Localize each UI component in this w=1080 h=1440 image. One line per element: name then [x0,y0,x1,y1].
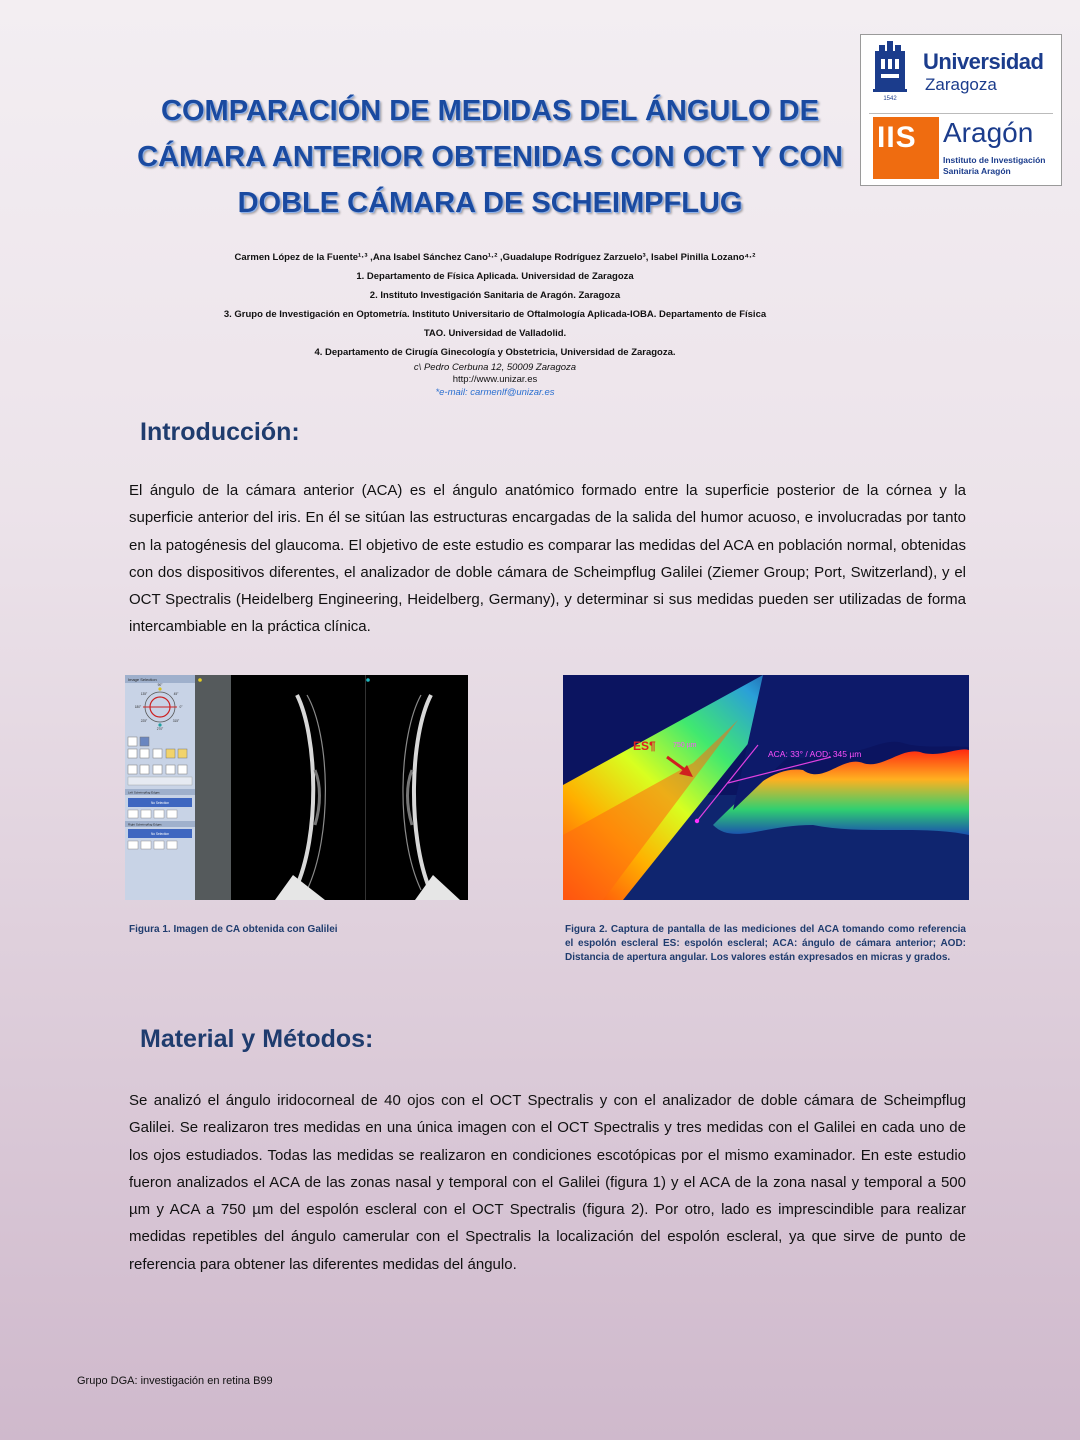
methods-heading: Material y Métodos: [140,1025,374,1053]
oct-measure-label: ACA: 33° / AOD: 345 µm [768,749,862,759]
poster-title [120,88,860,226]
methods-text: Se analizó el ángulo iridocorneal de 40 ojos con el OCT Spectralis y con el analizador de doble cámara de Scheimpflug Galilei. Se realizaron tres medidas en una única imagen con el OCT Spectralis y tres medidas con el Galilei en cada uno de los ojos estudiados. Todas las medidas se realizaron en condiciones escotópicas por el mismo examinador. En este estudio fueron analizados el ACA de las zonas nasal y temporal con el Galilei (figura 1) y el ACA de la zona nasal y temporal a 500 µm y ACA a 750 µm del espolón escleral con el OCT Spectralis (figura 2). Por otro, lado es imprescindible para realizar medidas repetibles del ángulo camerular con el Spectralis la localización del espolón escleral, ya que sirve de punto de referencia para obtener las diferentes medidas del ángulo. [129,1092,966,1273]
right-edges-label: Right Scheimpflug Edges [128,822,162,827]
panel-title: Image Selection [128,677,157,682]
affiliation-2: 2. Instituto Investigación Sanitaria de Aragón. Zaragoza [369,290,621,301]
iis-subtitle-1: Instituto de Investigación [943,155,1046,165]
website-link[interactable]: http://www.unizar.es [452,374,538,385]
affiliation-3b: TAO. Universidad de Valladolid. [423,328,567,339]
university-year: 1542 [883,96,897,101]
university-city: Zaragoza [925,75,997,94]
scheimpflug-images [125,675,468,900]
angle-label-45: 45° [173,692,179,696]
left-edges-label: Left Scheimpflug Edges [128,790,160,795]
institution-logos [860,34,1062,186]
angle-label-0: 0° [179,705,183,709]
iis-subtitle-2: Sanitaria Aragón [943,166,1011,176]
angle-label-225: 225° [140,719,148,723]
logo-divider [869,113,1053,114]
aragon-label: Aragón [943,117,1034,148]
angle-label-180: 180° [134,705,142,709]
angle-label-315: 315° [172,719,180,723]
authors-block [160,248,830,400]
affiliation-4: 4. Departamento de Cirugía Ginecología y Obstetricia, Universidad de Zaragoza. [314,347,676,358]
affiliation-1: 1. Departamento de Física Aplicada. Universidad de Zaragoza [356,271,634,282]
left-no-selection: No Selection [150,801,170,805]
figure-1-galilei-image [125,675,468,900]
figure-2-oct-image [563,675,969,900]
title-line-2: CÁMARA ANTERIOR OBTENIDAS CON OCT Y CON [137,141,843,173]
oct-es-label: ES¶ [633,739,656,753]
postal-address: c\ Pedro Cerbuna 12, 50009 Zaragoza [413,362,577,373]
affiliation-3a: 3. Grupo de Investigación en Optometría. Instituto Universitario de Oftalmología Aplicada-IOBA. Departamento de Física [223,309,767,320]
footer-note: Grupo DGA: investigación en retina B99 [77,1375,273,1387]
right-no-selection: No Selection [150,832,170,836]
title-line-3: DOBLE CÁMARA DE SCHEIMPFLUG [237,187,743,219]
oct-scan [563,675,969,900]
angle-label-90: 90° [157,683,163,687]
angle-label-135: 135° [140,692,148,696]
oct-distance-label: 750 µm [673,742,697,749]
angle-label-270: 270° [156,727,164,731]
author-names: Carmen López de la Fuente¹·³ ,Ana Isabel Sánchez Cano¹·² ,Guadalupe Rodríguez Zarzuelo³, Isabel Pinilla Lozano⁴·² [234,252,756,263]
introduction-text: El ángulo de la cámara anterior (ACA) es el ángulo anatómico formado entre la superficie posterior de la córnea y la superficie anterior del iris. En él se sitúan las estructuras encargadas de la salida del humor acuoso, e involucradas por tanto en la patogénesis del glaucoma. El objetivo de este estudio es comparar las medidas del ACA en población normal, obtenidas con dos dispositivos diferentes, el analizador de doble cámara de Scheimpflug Galilei (Ziemer Group; Port, Switzerland), y el OCT Spectralis (Heidelberg Engineering, Heidelberg, Germany), y determinar si sus medidas pueden ser utilizadas de forma intercambiable en la práctica clínica. [129,482,966,636]
figure-1-caption: Figura 1. Imagen de CA obtenida con Galilei [129,924,338,935]
figure-2-caption: Figura 2. Captura de pantalla de las mediciones del ACA tomando como referencia el espolón escleral ES: espolón escleral; ACA: ángulo de cámara anterior; AOD: Distancia de apertura angular. Los valores están expresados en micras y grados. [565,924,966,963]
contact-email[interactable]: *e-mail: carmenlf@unizar.es [435,387,555,398]
title-line-1: COMPARACIÓN DE MEDIDAS DEL ÁNGULO DE [161,95,819,127]
iis-label: IIS [877,121,917,154]
university-crest-icon [869,41,911,101]
university-name: Universidad [923,49,1044,74]
introduction-heading: Introducción: [140,418,300,446]
